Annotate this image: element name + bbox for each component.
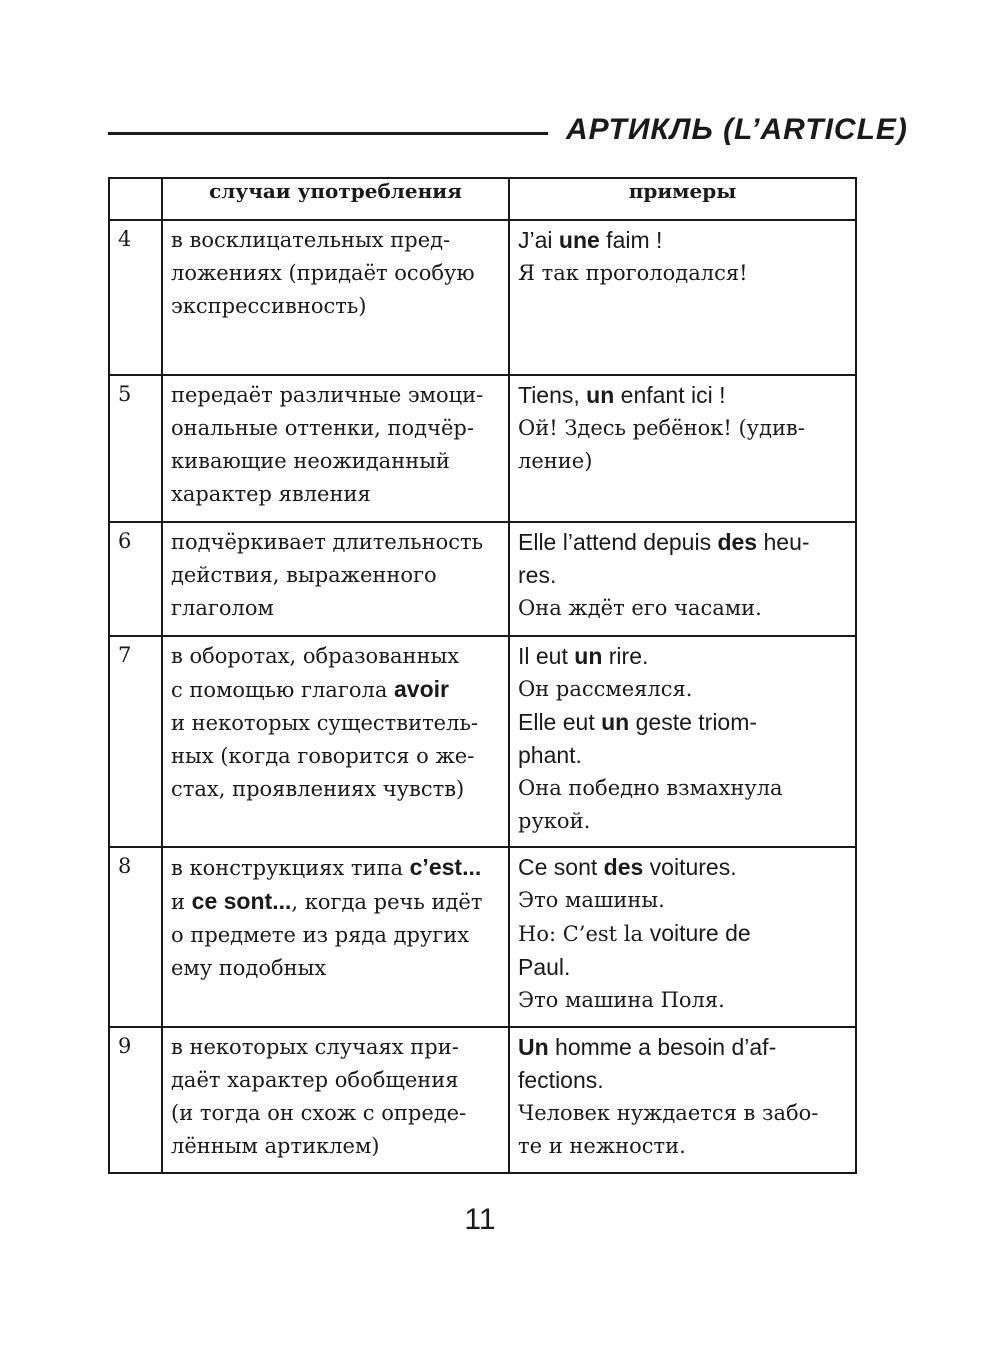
usage-line xyxy=(171,885,501,919)
russian-translation: те и нежности. xyxy=(518,1134,686,1158)
usage-line: подчёркивает длительность xyxy=(171,530,484,554)
usage-line: в восклицательных пред- xyxy=(171,228,451,252)
usage-cell xyxy=(162,847,509,1027)
usage-cell xyxy=(162,375,509,522)
russian-translation: ление) xyxy=(518,449,593,473)
usage-line: стах, проявлениях чувств) xyxy=(171,777,465,801)
header-rule xyxy=(108,132,548,135)
usage-line: в оборотах, образованных xyxy=(171,644,460,668)
french-example: Paul. xyxy=(518,954,571,980)
usage-line: характер явления xyxy=(171,482,371,506)
russian-translation: Человек нуждается в забо- xyxy=(518,1101,819,1125)
usage-line: ему подобных xyxy=(171,956,327,980)
french-example xyxy=(518,1031,847,1064)
example-text: Tiens, xyxy=(518,382,587,408)
examples-cell xyxy=(509,847,856,1027)
example-text: rire. xyxy=(602,643,649,669)
row-number: 9 xyxy=(109,1027,162,1173)
column-header-examples: примеры xyxy=(509,178,856,220)
contrast-example xyxy=(518,917,847,951)
french-example: fections. xyxy=(518,1067,604,1093)
french-example xyxy=(518,640,847,673)
russian-translation: Она ждёт его часами. xyxy=(518,596,762,620)
article-highlight: un xyxy=(574,643,603,669)
french-example xyxy=(518,379,847,412)
french-example: res. xyxy=(518,562,557,588)
french-example: phant. xyxy=(518,742,582,768)
usage-line: и некоторых существитель- xyxy=(171,711,478,735)
table-row xyxy=(109,1027,856,1173)
usage-line: лённым артиклем) xyxy=(171,1134,380,1158)
usage-line: в некоторых случаях при- xyxy=(171,1035,459,1059)
row-number: 5 xyxy=(109,375,162,522)
examples-cell xyxy=(509,636,856,847)
example-text: enfant ici ! xyxy=(614,382,726,408)
article-highlight: un xyxy=(601,709,630,735)
example-text: J’ai xyxy=(518,227,559,253)
column-header-number xyxy=(109,178,162,220)
russian-translation: Это машины. xyxy=(518,888,665,912)
usage-line: глаголом xyxy=(171,596,274,620)
usage-line: ональные оттенки, подчёр- xyxy=(171,416,474,440)
usage-line: кивающие неожиданный xyxy=(171,449,450,473)
usage-line: ложениях (придаёт особую xyxy=(171,261,475,285)
example-text: Ce sont xyxy=(518,854,604,880)
example-text: faim ! xyxy=(599,227,663,253)
section-title: АРТИКЛЬ (L’ARTICLE) xyxy=(566,113,908,146)
usage-line: передаёт различные эмоци- xyxy=(171,383,484,407)
usage-text: в конструкциях типа xyxy=(171,856,410,880)
keyword-highlight: c’est... xyxy=(409,854,482,880)
usage-line xyxy=(171,673,501,707)
table-row xyxy=(109,375,856,522)
usage-line: (и тогда он схож с опреде- xyxy=(171,1101,467,1125)
russian-translation: Это машина Поля. xyxy=(518,988,725,1012)
keyword-highlight: avoir xyxy=(394,676,449,702)
article-highlight: des xyxy=(603,854,644,880)
example-text: Elle l’attend depuis xyxy=(518,529,718,555)
russian-translation: Ой! Здесь ребёнок! (удив- xyxy=(518,416,805,440)
page-number: 11 xyxy=(464,1203,496,1236)
table-row xyxy=(109,636,856,847)
french-example xyxy=(518,224,847,257)
example-text: Но: С’est la xyxy=(518,922,650,946)
usage-cell xyxy=(162,636,509,847)
table-row xyxy=(109,220,856,375)
usage-line: о предмете из ряда других xyxy=(171,923,470,947)
usage-cell xyxy=(162,522,509,636)
example-text: heu- xyxy=(757,529,810,555)
example-text: voiture de xyxy=(649,920,751,946)
row-number: 7 xyxy=(109,636,162,847)
table-row xyxy=(109,847,856,1027)
russian-translation: Она победно взмахнула xyxy=(518,776,783,800)
article-usage-table xyxy=(108,177,857,1174)
article-highlight: Un xyxy=(518,1034,549,1060)
example-text: voitures. xyxy=(643,854,737,880)
row-number: 4 xyxy=(109,220,162,375)
french-example xyxy=(518,851,847,884)
example-text: Elle eut xyxy=(518,709,602,735)
table-row xyxy=(109,522,856,636)
usage-text: с помощью глагола xyxy=(171,678,395,702)
french-example xyxy=(518,526,847,559)
row-number: 8 xyxy=(109,847,162,1027)
example-text: geste triom- xyxy=(629,709,758,735)
row-number: 6 xyxy=(109,522,162,636)
usage-cell xyxy=(162,1027,509,1173)
usage-line: ных (когда говорится о же- xyxy=(171,744,475,768)
examples-cell xyxy=(509,375,856,522)
usage-line xyxy=(171,851,501,885)
russian-translation: Он рассмеялся. xyxy=(518,677,693,701)
french-example xyxy=(518,706,847,739)
example-text: Il eut xyxy=(518,643,575,669)
russian-translation: Я так проголодался! xyxy=(518,261,748,285)
keyword-highlight: ce sont... xyxy=(191,888,292,914)
column-header-usage: случаи употребления xyxy=(162,178,509,220)
examples-cell xyxy=(509,1027,856,1173)
usage-text: , когда речь идёт xyxy=(291,890,483,914)
examples-cell xyxy=(509,522,856,636)
examples-cell xyxy=(509,220,856,375)
example-text: homme a besoin d’af- xyxy=(548,1034,777,1060)
table-header-row xyxy=(109,178,856,220)
article-highlight: des xyxy=(717,529,758,555)
usage-line: экспрессивность) xyxy=(171,294,367,318)
usage-text: и xyxy=(171,890,192,914)
russian-translation: рукой. xyxy=(518,809,591,833)
article-highlight: un xyxy=(586,382,615,408)
usage-line: даёт характер обобщения xyxy=(171,1068,459,1092)
usage-line: действия, выраженного xyxy=(171,563,437,587)
usage-cell xyxy=(162,220,509,375)
article-highlight: une xyxy=(558,227,600,253)
